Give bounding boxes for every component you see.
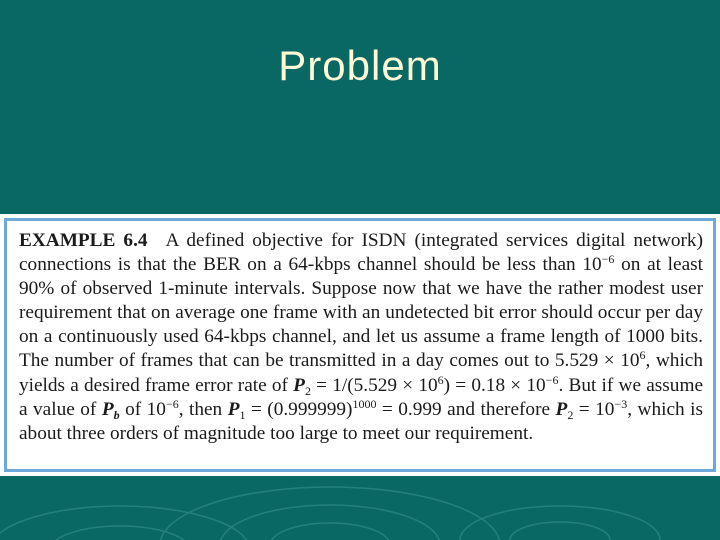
example-text — [4, 218, 716, 472]
text-segment: of 10 — [119, 398, 166, 420]
superscript: −6 — [545, 372, 559, 387]
superscript: −3 — [614, 396, 628, 411]
superscript: −6 — [165, 396, 179, 411]
superscript: 1000 — [352, 396, 377, 411]
example-excerpt — [0, 214, 720, 476]
math-symbol: P — [555, 398, 568, 420]
text-segment: = 10 — [573, 398, 615, 420]
text-segment: ) = 0.18 × 10 — [443, 374, 546, 396]
example-label: EXAMPLE 6.4 — [19, 230, 148, 251]
text-segment: , which yields a desired frame error rate of — [19, 350, 703, 396]
subscript: 2 — [567, 407, 574, 422]
math-symbol: P — [293, 374, 305, 396]
text-segment: = (0.999999) — [245, 398, 353, 420]
subscript: 1 — [239, 407, 246, 422]
text-segment: = 1/(5.529 × 10 — [310, 374, 438, 396]
subscript: b — [113, 407, 120, 422]
text-segment: = 0.999 and therefore — [376, 398, 556, 420]
ripple-background — [0, 470, 720, 540]
superscript: 6 — [437, 372, 444, 387]
superscript: 6 — [639, 348, 646, 363]
text-segment: , then — [178, 398, 228, 420]
subscript: 2 — [304, 383, 311, 398]
text-segment: A defined objective for ISDN (integrated services digital network) connections is that the BER on a 64-kbps channel should be less than 10 — [19, 230, 703, 276]
text-segment: on at least 90% of observed 1-minute intervals. Suppose now that we have the rather modest user requirement that on average one frame with an undetected bit error should occur per day on a continuously used 64-kbps channel, and let us assume a frame length of 1000 bits. The number of frames that can be transmitted in a day comes out to 5.529 × 10 — [19, 254, 703, 372]
text-segment: . But if we assume a value of — [19, 374, 703, 420]
superscript: −6 — [601, 252, 615, 267]
slide-title: Problem — [278, 42, 442, 89]
text-segment: , which is about three orders of magnitude too large to meet our requirement. — [19, 398, 703, 444]
math-symbol: P — [227, 398, 240, 420]
math-symbol: P — [101, 398, 114, 420]
